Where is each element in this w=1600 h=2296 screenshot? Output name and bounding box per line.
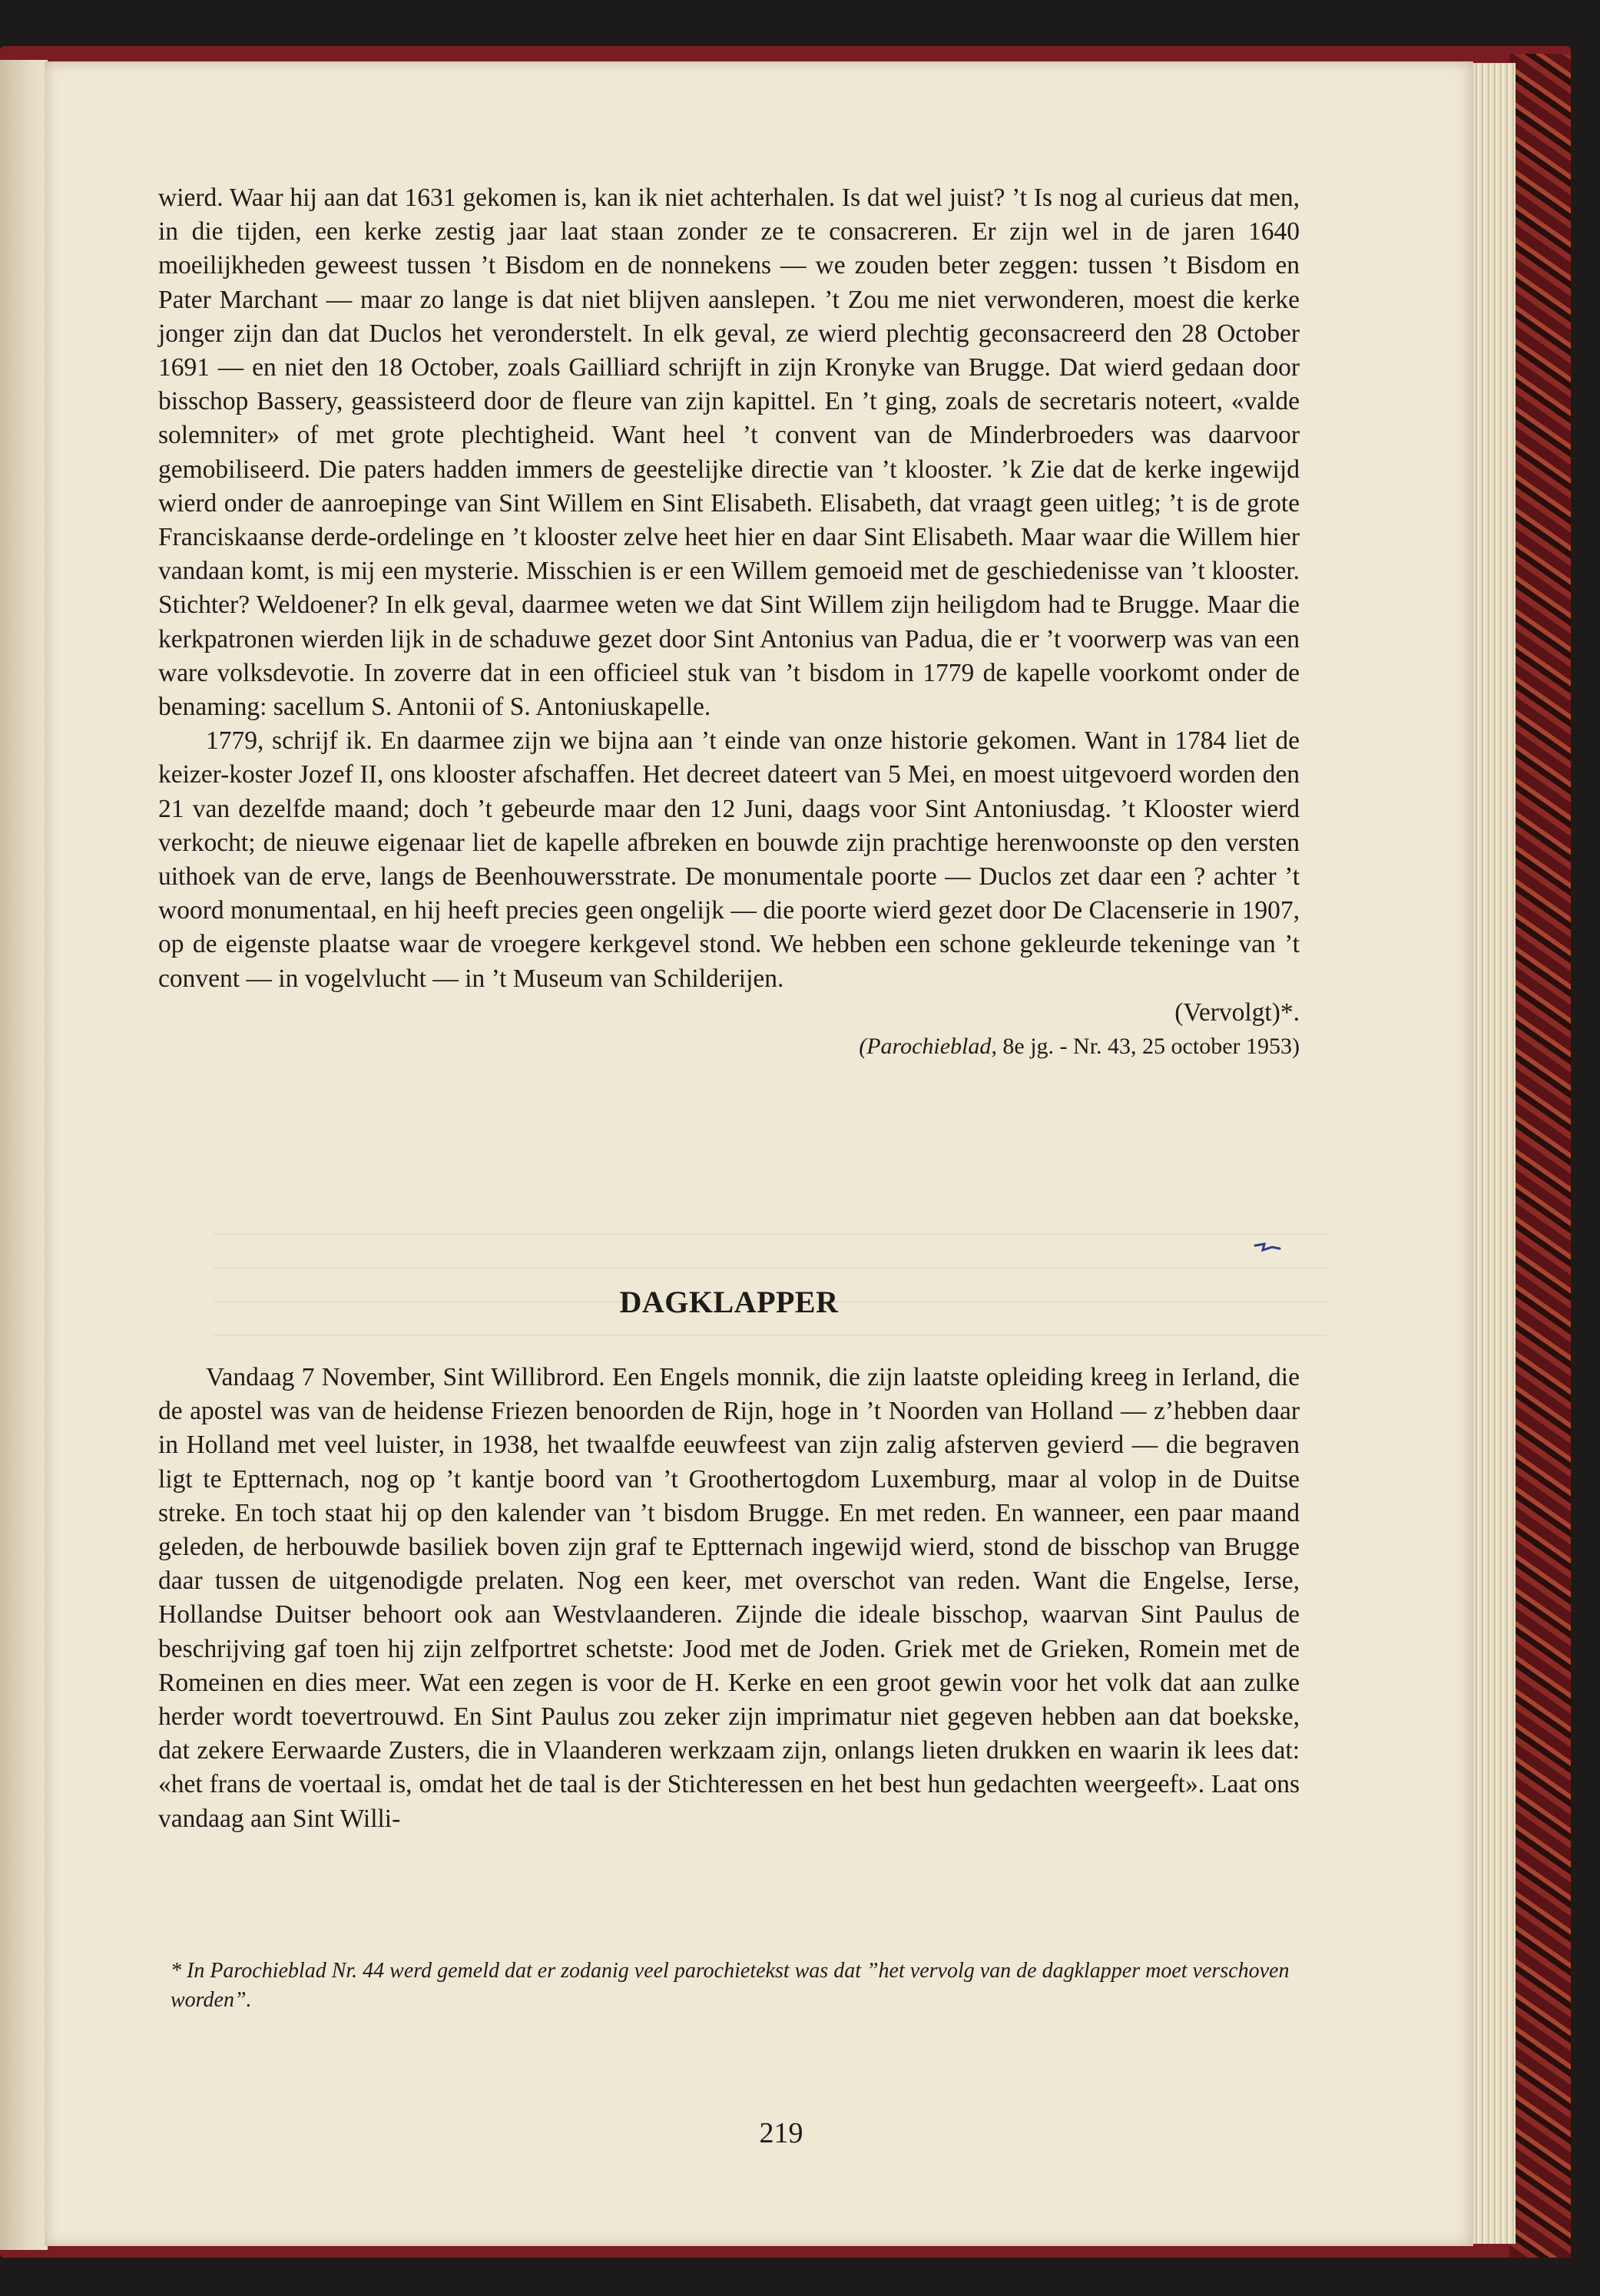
book-gutter <box>0 60 48 2250</box>
source-citation <box>158 1030 1300 1064</box>
source-details: 8e jg. - Nr. 43, 25 october 1953) <box>996 1034 1300 1060</box>
page-stack-edge <box>1473 63 1516 2244</box>
section-heading: DAGKLAPPER <box>619 1285 839 1319</box>
marbled-page-edge <box>1509 54 1571 2258</box>
pen-annotation-mark <box>1254 1239 1281 1255</box>
source-publication: (Parochieblad, <box>859 1034 997 1060</box>
footnote: * In Parochieblad Nr. 44 werd gemeld dat er zodanig veel parochietekst was dat ”het vervolg van de dagklapper moet verschoven worden”. <box>171 1959 1290 2012</box>
section-body <box>158 1361 1300 1836</box>
page-number: 219 <box>759 2117 803 2149</box>
article-continuation <box>158 181 1300 1064</box>
paragraph: 1779, schrijf ik. En daarmee zijn we bijna aan ’t einde van onze historie gekomen. Want in 1784 liet de keizer-koster Jozef II, ons klooster afschaffen. Het decreet dateert van 5 Mei, en moest uitgevoerd worden den 21 van dezelfde maand; doch ’t gebeurde maar den 12 Juni, daags voor Sint Antoniusdag. ’t Klooster wierd verkocht; de nieuwe eigenaar liet de kapelle afbreken en bouwde zijn prachtige herenwoonste op den versten uithoek van de erve, langs de Beenhouwersstrate. De monumentale poorte — Duclos zet daar een ? achter ’t woord monumentaal, en hij heeft precies geen ongelijk — die poorte wierd gezet door De Clacenserie in 1907, op de eigenste plaatse waar de vroegere kerkgevel stond. We hebben een schone gekleurde tekeninge van ’t convent — in vogelvlucht — in ’t Museum van Schilderijen. <box>158 726 1300 993</box>
continued-note: (Vervolgt)*. <box>1174 997 1300 1027</box>
paragraph: wierd. Waar hij aan dat 1631 gekomen is, kan ik niet achterhalen. Is dat wel juist? ’t Is nog al curieus dat men, in die tijden, een kerke zestig jaar laat staan zonder ze te consacreren. Er zijn wel in de jaren 1640 moeilijkheden geweest tussen ’t Bisdom en de nonnekens — we zouden beter zeggen: tussen ’t Bisdom en Pater Marchant — maar zo lange is dat niet blijven aanslepen. ’t Zou me niet verwonderen, moest die kerke jonger zijn dan dat Duclos het veronderstelt. In elk geval, ze wierd plechtig geconsacreerd den 28 October 1691 — en niet den 18 October, zoals Gailliard schrijft in zijn Kronyke van Brugge. Dat wierd gedaan door bisschop Bassery, geassisteerd door de fleure van zijn kapittel. En ’t ging, zoals de secretaris noteert, «valde solemniter» of met grote plechtigheid. Want heel ’t convent van de Minderbroeders was daarvoor gemobiliseerd. Die paters hadden immers de geestelijke directie van ’t klooster. ’k Zie dat de kerke ingewijd wierd onder de aanroepinge van Sint Willem en Sint Elisabeth. Elisabeth, dat vraagt geen uitleg; ’t is de grote Franciskaanse derde-ordelinge en ’t klooster zelve heet hier en daar Sint Elisabeth. Maar waar die Willem hier vandaan komt, is mij een mysterie. Misschien is er een Willem gemoeid met de geschiedenisse van ’t klooster. Stichter? Weldoener? In elk geval, daarmee weten we dat Sint Willem zijn heiligdom had te Brugge. Maar die kerkpatronen wierden lijk in de schaduwe gezet door Sint Antonius van Padua, die er ’t voorwerp was van een ware volksdevotie. In zoverre dat in een officieel stuk van ’t bisdom in 1779 de kapelle voorkomt onder de benaming: sacellum S. Antonii of S. Antoniuskapelle. <box>158 184 1300 722</box>
paragraph: Vandaag 7 November, Sint Willibrord. Een Engels monnik, die zijn laatste opleiding kreeg in Ierland, die de apostel was van de heidense Friezen benoorden de Rijn, hoge in ’t Noorden van Holland — z’hebben daar in Holland met veel luister, in 1938, het twaalfde eeuwfeest van zijn zalig afsterven gevierd — die begraven ligt te Eptternach, nog op ’t kantje boord van ’t Groothertogdom Luxemburg, maar al volop in de Duitse streke. En toch staat hij op den kalender van ’t bisdom Brugge. En met reden. En wanneer, een paar maand geleden, de herbouwde basiliek boven zijn graf te Eptternach ingewijd wierd, stond de bisschop van Brugge daar tussen de uitgenodigde prelaten. Nog een keer, met overschot van reden. Want die Engelse, Ierse, Hollandse Duitser behoort ook aan Westvlaanderen. Zijnde die ideale bisschop, waarvan Sint Paulus de beschrijving gaf toen hij zijn zelfportret schetste: Jood met de Joden. Griek met de Grieken, Romein met de Romeinen en dies meer. Wat een zegen is voor de H. Kerke en een groot gewin voor het volk dat aan zulke herder wordt toevertrouwd. En Sint Paulus zou zeker zijn imprimatur niet gegeven hebben aan dat boekske, dat zekere Eerwaarde Zusters, die in Vlaanderen werkzaam zijn, onlangs lieten drukken en waarin ik lees dat: «het frans de voertaal is, omdat het de taal is der Stichteressen en het best hun gedachten weergeeft». Laat ons vandaag aan Sint Willi- <box>158 1363 1300 1833</box>
